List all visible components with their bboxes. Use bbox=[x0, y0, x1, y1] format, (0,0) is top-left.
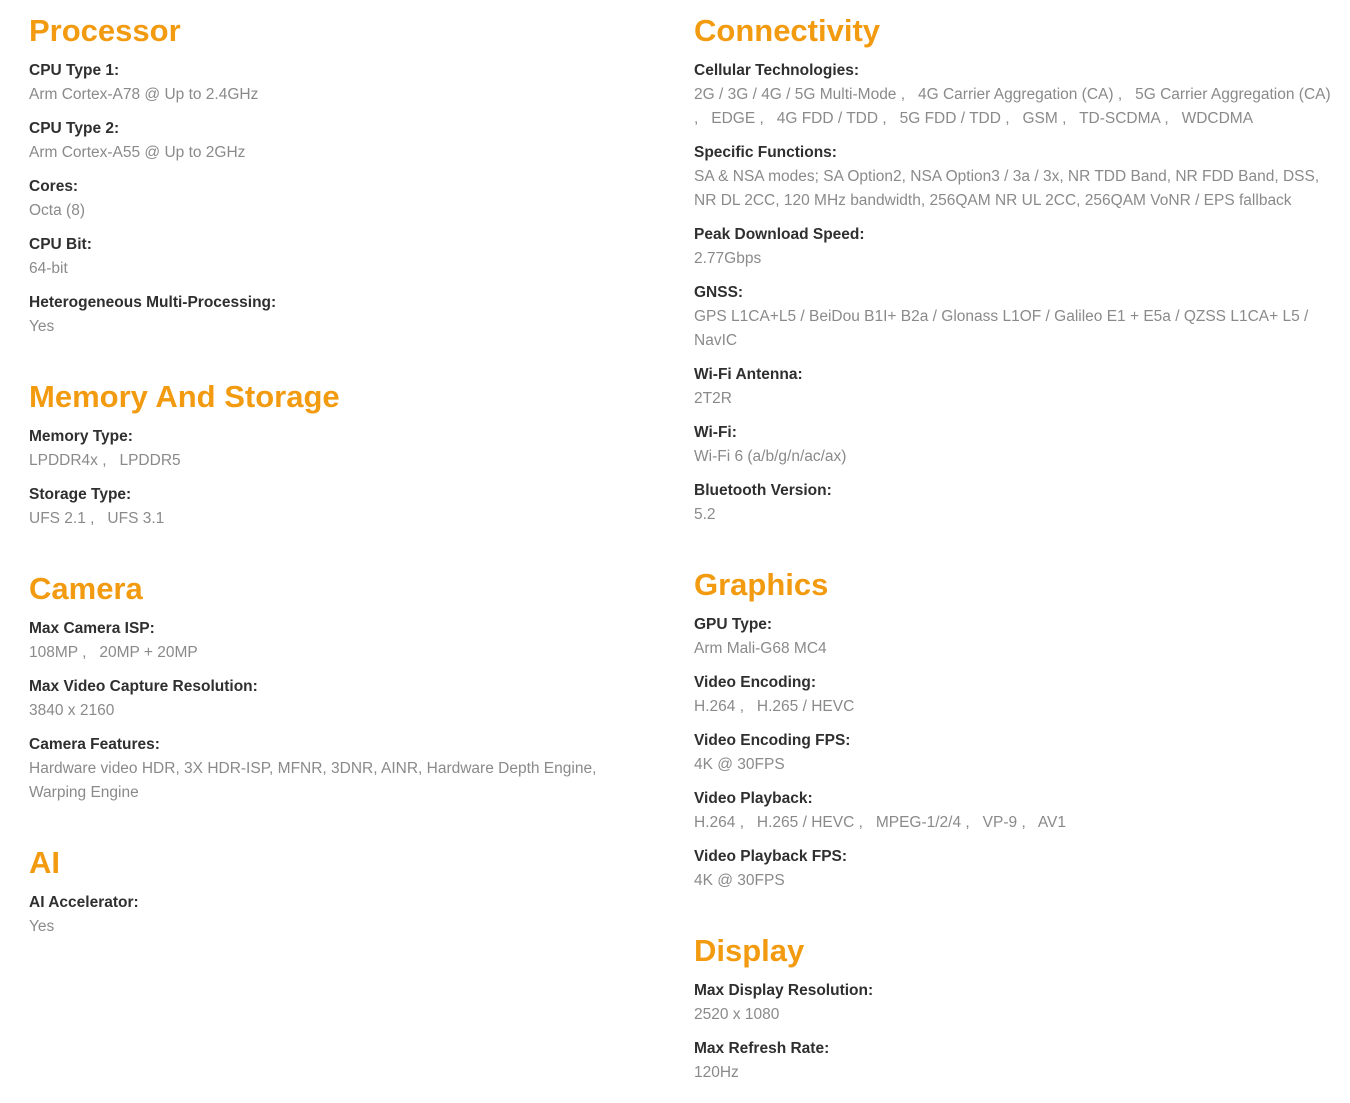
spec-bluetooth-version bbox=[694, 479, 1334, 527]
spec-value-item: H.265 / HEVC bbox=[756, 814, 855, 831]
spec-value-item: 4K @ 30FPS bbox=[694, 872, 785, 889]
spec-value-item: Arm Cortex-A55 @ Up to 2GHz bbox=[29, 144, 246, 161]
spec-wifi-antenna bbox=[694, 363, 1334, 411]
value-separator: , bbox=[1021, 814, 1038, 831]
spec-video-encoding bbox=[694, 671, 1334, 719]
section-title-connectivity: Connectivity bbox=[694, 13, 881, 48]
section-title-processor: Processor bbox=[29, 13, 181, 48]
spec-value-item: H.264 bbox=[694, 698, 736, 715]
spec-value-item: LPDDR5 bbox=[119, 452, 181, 469]
spec-value bbox=[29, 141, 629, 165]
value-separator: , bbox=[858, 814, 876, 831]
spec-value-item: 4G FDD / TDD bbox=[776, 110, 879, 127]
spec-value bbox=[29, 915, 629, 939]
spec-value bbox=[694, 695, 1334, 719]
spec-max-display-resolution bbox=[694, 979, 1334, 1027]
section-title-graphics: Graphics bbox=[694, 567, 829, 602]
spec-value bbox=[29, 641, 629, 665]
value-separator: , bbox=[965, 814, 983, 831]
spec-label: AI Accelerator: bbox=[29, 894, 139, 911]
spec-ai-accelerator bbox=[29, 891, 629, 939]
spec-value bbox=[29, 449, 629, 473]
spec-cellular-technologies bbox=[694, 59, 1334, 131]
spec-value bbox=[694, 1003, 1334, 1027]
value-separator: , bbox=[82, 644, 100, 661]
section-title-camera: Camera bbox=[29, 571, 143, 606]
spec-value-item: 4K @ 30FPS bbox=[694, 756, 785, 773]
spec-value-item: MPEG-1/2/4 bbox=[875, 814, 962, 831]
spec-max-refresh-rate bbox=[694, 1037, 1334, 1085]
spec-gnss bbox=[694, 281, 1334, 353]
spec-label: CPU Type 1: bbox=[29, 62, 120, 79]
spec-label: Memory Type: bbox=[29, 428, 133, 445]
spec-value-item: 2G / 3G / 4G / 5G Multi-Mode bbox=[694, 86, 897, 103]
spec-label: Cores: bbox=[29, 178, 79, 195]
spec-video-playback-fps bbox=[694, 845, 1334, 893]
spec-value-item: Octa (8) bbox=[29, 202, 85, 219]
spec-wifi bbox=[694, 421, 1334, 469]
value-separator: , bbox=[882, 110, 900, 127]
spec-value-item: 5G Carrier Aggregation (CA) bbox=[1135, 86, 1331, 103]
spec-label: Max Camera ISP: bbox=[29, 620, 155, 637]
spec-value bbox=[29, 507, 629, 531]
spec-specific-functions bbox=[694, 141, 1334, 213]
spec-video-encoding-fps bbox=[694, 729, 1334, 777]
spec-label: Camera Features: bbox=[29, 736, 160, 753]
spec-label: Max Refresh Rate: bbox=[694, 1040, 830, 1057]
spec-value-item: SA & NSA modes; SA Option2, NSA Option3 / 3a / 3x, NR TDD Band, NR FDD Band, DSS, NR DL 2CC, 120 MHz bandwidth, 256QAM NR UL 2CC, 256QAM VoNR / EPS fallback bbox=[694, 168, 1320, 209]
spec-label: Cellular Technologies: bbox=[694, 62, 860, 79]
spec-label: CPU Type 2: bbox=[29, 120, 120, 137]
spec-value-item: H.265 / HEVC bbox=[756, 698, 855, 715]
spec-cpu-type-1 bbox=[29, 59, 629, 107]
spec-value-item: Arm Cortex-A78 @ Up to 2.4GHz bbox=[29, 86, 259, 103]
value-separator: , bbox=[739, 814, 757, 831]
spec-label: Peak Download Speed: bbox=[694, 226, 865, 243]
spec-value bbox=[694, 753, 1334, 777]
value-separator: , bbox=[102, 452, 120, 469]
spec-value bbox=[694, 869, 1334, 893]
spec-label: GPU Type: bbox=[694, 616, 773, 633]
spec-value-item: 2T2R bbox=[694, 390, 732, 407]
spec-label: Specific Functions: bbox=[694, 144, 837, 161]
spec-label: Wi-Fi: bbox=[694, 424, 737, 441]
spec-max-camera-isp bbox=[29, 617, 629, 665]
spec-value-item: 2.77Gbps bbox=[694, 250, 762, 267]
spec-value-item: LPDDR4x bbox=[29, 452, 98, 469]
spec-cores bbox=[29, 175, 629, 223]
spec-peak-download-speed bbox=[694, 223, 1334, 271]
section-title-ai: AI bbox=[29, 845, 60, 880]
spec-label: Storage Type: bbox=[29, 486, 132, 503]
spec-heterogeneous-multi-processing bbox=[29, 291, 629, 339]
spec-value-item: WDCDMA bbox=[1181, 110, 1254, 127]
spec-value-item: GSM bbox=[1022, 110, 1058, 127]
spec-value-item: Wi-Fi 6 (a/b/g/n/ac/ax) bbox=[694, 448, 847, 465]
section-title-memory-and-storage: Memory And Storage bbox=[29, 379, 340, 414]
spec-value-item: Yes bbox=[29, 918, 55, 935]
spec-value bbox=[694, 445, 1334, 469]
spec-label: Wi-Fi Antenna: bbox=[694, 366, 803, 383]
spec-camera-features bbox=[29, 733, 629, 805]
section-title-display: Display bbox=[694, 933, 805, 968]
spec-value-item: 108MP bbox=[29, 644, 78, 661]
spec-value bbox=[694, 247, 1334, 271]
value-separator: , bbox=[90, 510, 108, 527]
spec-value-item: VP-9 bbox=[982, 814, 1018, 831]
spec-value-item: 4G Carrier Aggregation (CA) bbox=[917, 86, 1114, 103]
spec-label: Video Encoding: bbox=[694, 674, 816, 691]
spec-value-item: GPS L1CA+L5 / BeiDou B1I+ B2a / Glonass L1OF / Galileo E1 + E5a / QZSS L1CA+ L5 / NavIC bbox=[694, 308, 1309, 349]
spec-value bbox=[29, 257, 629, 281]
spec-value-item: UFS 3.1 bbox=[107, 510, 165, 527]
spec-value bbox=[694, 811, 1334, 835]
spec-label: Max Display Resolution: bbox=[694, 982, 874, 999]
spec-value-item: UFS 2.1 bbox=[29, 510, 86, 527]
spec-value bbox=[694, 83, 1334, 131]
spec-value bbox=[694, 637, 1334, 661]
spec-memory-type bbox=[29, 425, 629, 473]
spec-value bbox=[29, 699, 629, 723]
spec-value-item: TD-SCDMA bbox=[1079, 110, 1161, 127]
spec-value bbox=[29, 315, 629, 339]
spec-label: Video Playback FPS: bbox=[694, 848, 848, 865]
value-separator: , bbox=[1164, 110, 1182, 127]
spec-value bbox=[694, 305, 1334, 353]
spec-value bbox=[694, 503, 1334, 527]
spec-value-item: 5G FDD / TDD bbox=[899, 110, 1001, 127]
value-separator: , bbox=[759, 110, 777, 127]
spec-gpu-type bbox=[694, 613, 1334, 661]
spec-value bbox=[694, 165, 1334, 213]
value-separator: , bbox=[900, 86, 918, 103]
spec-value bbox=[29, 83, 629, 107]
spec-label: Video Encoding FPS: bbox=[694, 732, 851, 749]
value-separator: , bbox=[1062, 110, 1080, 127]
spec-value-item: 2520 x 1080 bbox=[694, 1006, 780, 1023]
value-separator: , bbox=[1005, 110, 1023, 127]
spec-label: Video Playback: bbox=[694, 790, 813, 807]
value-separator: , bbox=[1117, 86, 1136, 103]
spec-value-item: 120Hz bbox=[694, 1064, 739, 1081]
spec-label: Heterogeneous Multi-Processing: bbox=[29, 294, 277, 311]
spec-value bbox=[29, 199, 629, 223]
spec-video-playback bbox=[694, 787, 1334, 835]
spec-value-item: Arm Mali-G68 MC4 bbox=[694, 640, 827, 657]
spec-value bbox=[694, 1061, 1334, 1085]
spec-storage-type bbox=[29, 483, 629, 531]
spec-value-item: EDGE bbox=[711, 110, 756, 127]
spec-value bbox=[29, 757, 629, 805]
spec-value-item: Yes bbox=[29, 318, 55, 335]
spec-label: Max Video Capture Resolution: bbox=[29, 678, 258, 695]
value-separator: , bbox=[739, 698, 757, 715]
spec-cpu-bit bbox=[29, 233, 629, 281]
spec-max-video-capture-resolution bbox=[29, 675, 629, 723]
value-separator: , bbox=[694, 110, 712, 127]
spec-value-item: 64-bit bbox=[29, 260, 68, 277]
spec-value-item: AV1 bbox=[1037, 814, 1066, 831]
spec-label: CPU Bit: bbox=[29, 236, 92, 253]
spec-cpu-type-2 bbox=[29, 117, 629, 165]
spec-label: Bluetooth Version: bbox=[694, 482, 832, 499]
spec-value-item: 5.2 bbox=[694, 506, 716, 523]
spec-value-item: 3840 x 2160 bbox=[29, 702, 115, 719]
spec-label: GNSS: bbox=[694, 284, 744, 301]
spec-value-item: Hardware video HDR, 3X HDR-ISP, MFNR, 3DNR, AINR, Hardware Depth Engine, Warping Engine bbox=[29, 760, 597, 801]
spec-value-item: 20MP + 20MP bbox=[99, 644, 198, 661]
spec-value-item: H.264 bbox=[694, 814, 736, 831]
spec-value bbox=[694, 387, 1334, 411]
